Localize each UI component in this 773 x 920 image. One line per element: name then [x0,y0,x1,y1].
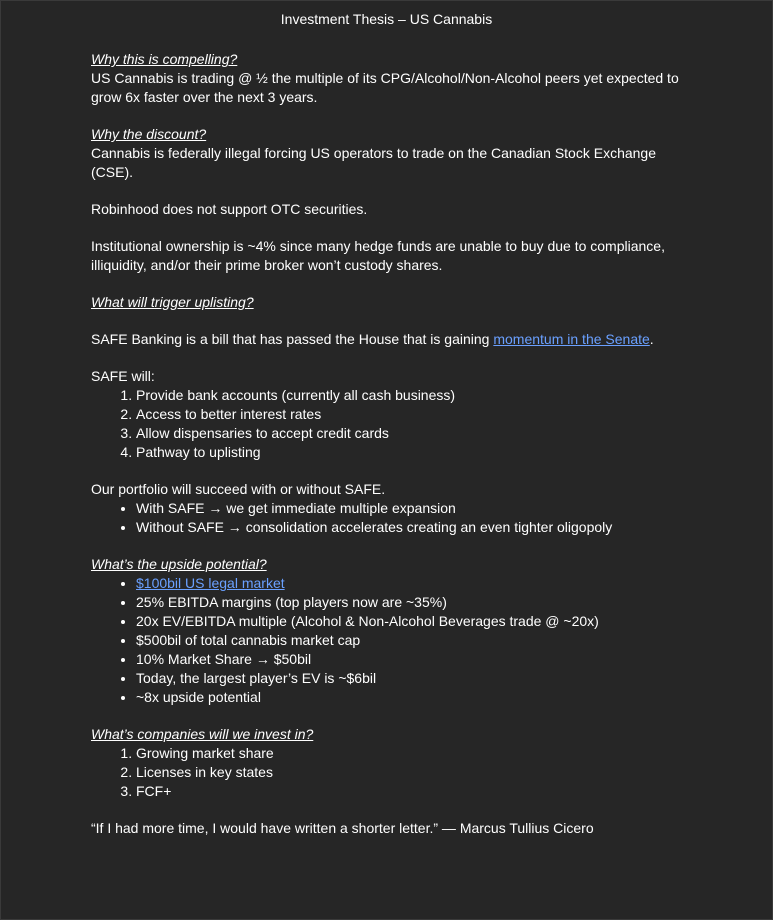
list-item: • 25% EBITDA margins (top players now are ~35%) [136,593,691,612]
paragraph-discount-2: Robinhood does not support OTC securities. [91,201,368,217]
safe-will-label: SAFE will: [91,368,155,384]
list-item: • Without SAFE → consolidation accelerates creating an even tighter oligopoly [136,518,691,537]
list-item: 2. Licenses in key states [136,763,691,782]
portfolio-list [91,499,691,537]
safe-will-list [91,386,691,462]
safe-text-end: . [649,331,654,347]
safe-text: SAFE Banking is a bill that has passed the House that is gaining [91,331,494,347]
portfolio-paragraph: Our portfolio will succeed with or without SAFE. [91,481,386,497]
upside-list [91,574,691,707]
heading-upside: What’s the upside potential? [91,556,267,572]
list-item: • 20x EV/EBITDA multiple (Alcohol & Non-Alcohol Beverages trade @ ~20x) [136,612,691,631]
list-item [136,574,691,593]
list-item: • With SAFE → we get immediate multiple expansion [136,499,691,518]
list-item: 3. Allow dispensaries to accept credit cards [136,424,691,443]
heading-discount: Why the discount? [91,126,207,142]
list-item: 4. Pathway to uplisting [136,443,691,462]
list-item: • $500bil of total cannabis market cap [136,631,691,650]
document-body [91,50,691,838]
paragraph-compelling: US Cannabis is trading @ ½ the multiple of its CPG/Alcohol/Non-Alcohol peers yet expected to grow 6x faster over the next 3 years. [91,70,679,105]
paragraph-discount-3: Institutional ownership is ~4% since many hedge funds are unable to buy due to compliance, illiquidity, and/or their prime broker won’t custody shares. [91,238,665,273]
list-item: • ~8x upside potential [136,688,691,707]
heading-compelling: Why this is compelling? [91,51,238,67]
list-item: 2. Access to better interest rates [136,405,691,424]
list-item: 1. Provide bank accounts (currently all cash business) [136,386,691,405]
list-item: • Today, the largest player’s EV is ~$6bil [136,669,691,688]
heading-trigger: What will trigger uplisting? [91,294,254,310]
list-item: 3. FCF+ [136,782,691,801]
heading-companies: What’s companies will we invest in? [91,726,314,742]
senate-momentum-link[interactable]: momentum in the Senate [493,331,650,347]
us-legal-market-link[interactable]: $100bil US legal market [136,575,285,591]
companies-list [91,744,691,801]
closing-quote: “If I had more time, I would have written a shorter letter.” — Marcus Tullius Cicero [91,820,594,836]
paragraph-discount-1: Cannabis is federally illegal forcing US operators to trade on the Canadian Stock Exchange (CSE). [91,145,656,180]
document-title: Investment Thesis – US Cannabis [280,11,493,27]
list-item: 1. Growing market share [136,744,691,763]
list-item: • 10% Market Share → $50bil [136,650,691,669]
paragraph-safe-banking [91,330,691,349]
